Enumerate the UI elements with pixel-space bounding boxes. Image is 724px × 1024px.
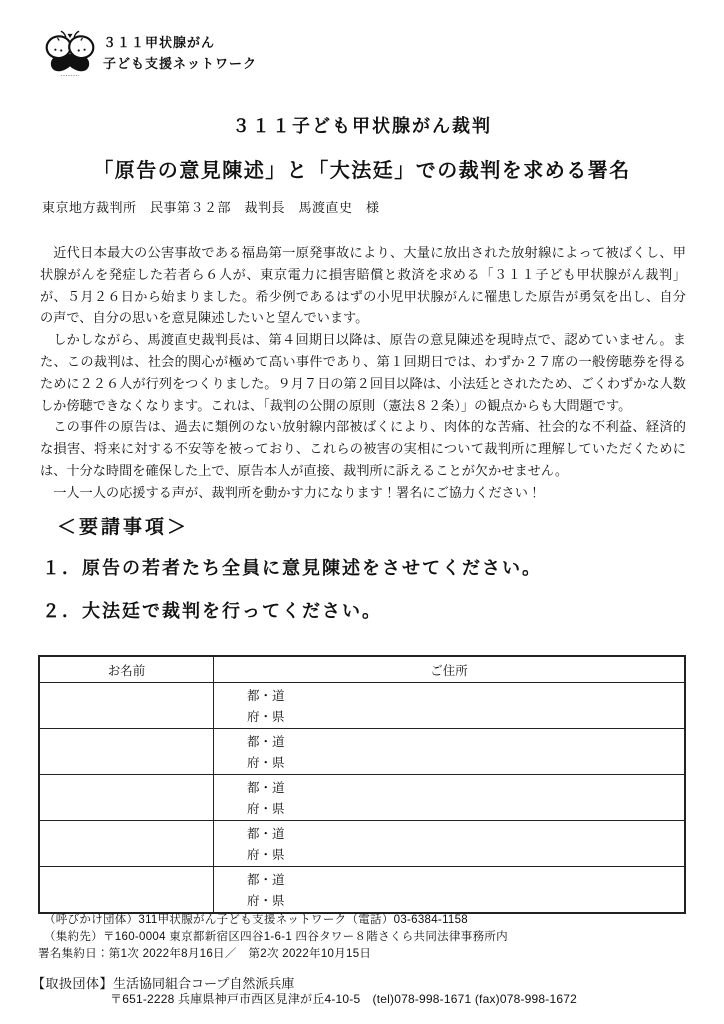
name-entry-cell [39, 775, 214, 821]
request-item-1: １．原告の若者たち全員に意見陳述をさせてください。 [42, 558, 542, 578]
column-header-address: ご住所 [214, 656, 686, 683]
prefecture-label-to-do: 都・道 [247, 689, 285, 703]
signature-row [39, 729, 685, 775]
name-entry-cell [39, 683, 214, 729]
prefecture-label-fu-ken: 府・県 [247, 894, 285, 908]
paragraph-4: 一人一人の応援する声が、裁判所を動かす力になります！署名にご協力ください！ [53, 484, 542, 500]
paragraph-2: しかしながら、馬渡直史裁判長は、第４回期日以降は、原告の意見陳述を現時点で、認めていません。また、この裁判は、社会的関心が極めて高い事件であり、第１回期日では、わずか２７席の一般傍聴券を得るために２２６人が行列をつくりました。９月７日の第２回目以降は、小法廷とされたため、ごくわずかな人数しか傍聴できなくなります。これは、「裁判の公開の原則（憲法８２条）」の観点からも大問題です。 [40, 332, 686, 413]
collection-address-line: （集約先）〒160-0004 東京都新宿区四谷1-6-1 四谷タワー８階さくら共同法律事務所内 [44, 931, 508, 943]
page-subtitle: 「原告の意見陳述」と「大法廷」での裁判を求める署名 [93, 160, 631, 182]
body-text [40, 242, 686, 504]
org-logo [45, 26, 257, 80]
signature-table [38, 655, 686, 914]
prefecture-label-to-do: 都・道 [247, 873, 285, 887]
handler-name: 生活協同組合コープ自然派兵庫 [113, 976, 295, 991]
address-entry-cell [214, 821, 686, 867]
paragraph-3: この事件の原告は、過去に類例のない放射線内部被ばくにより、肉体的な苦痛、社会的な不利益、経済的な損害、将来に対する不安等を被っており、これらの被害の実相について裁判所に理解していただくためには、十分な時間を確保した上で、原告本人が直接、裁判所に訴えることが欠かせません。 [40, 419, 686, 478]
name-entry-cell [39, 729, 214, 775]
prefecture-label-fu-ken: 府・県 [247, 756, 285, 770]
organizer-line: （呼びかけ団体）311甲状腺がん子ども支援ネットワーク（電話）03-6384-1158 [44, 914, 468, 926]
prefecture-label-fu-ken: 府・県 [247, 710, 285, 724]
column-header-name: お名前 [39, 656, 214, 683]
address-entry-cell [214, 683, 686, 729]
prefecture-label-to-do: 都・道 [247, 735, 285, 749]
deadline-line: 署名集約日：第1次 2022年8月16日／ 第2次 2022年10月15日 [38, 948, 372, 960]
paragraph-1: 近代日本最大の公害事故である福島第一原発事故により、大量に放出された放射線によって被ばくし、甲状腺がんを発症した若者ら６人が、東京電力に損害賠償と救済を求める「３１１子ども甲状腺がん裁判」が、５月２６日から始まりました。希少例であるはずの小児甲状腺がんに罹患した原告が勇気を出し、自分の声で、自分の思いを意見陳述したいと望んでいます。 [40, 245, 686, 326]
name-entry-cell [39, 867, 214, 914]
signature-row [39, 867, 685, 914]
org-name [103, 32, 257, 74]
signature-row [39, 683, 685, 729]
prefecture-label-fu-ken: 府・県 [247, 848, 285, 862]
address-entry-cell [214, 775, 686, 821]
request-heading: ＜要請事項＞ [57, 517, 190, 538]
org-name-line2: 子ども支援ネットワーク [103, 56, 258, 71]
signature-table-body [39, 683, 685, 914]
signature-row [39, 775, 685, 821]
address-entry-cell [214, 729, 686, 775]
request-item-2: ２．大法廷で裁判を行ってください。 [42, 601, 382, 621]
prefecture-label-to-do: 都・道 [247, 781, 285, 795]
addressee-line: 東京地方裁判所 民事第３２部 裁判長 馬渡直史 様 [42, 200, 380, 215]
butterfly-icon [45, 26, 95, 80]
address-entry-cell [214, 867, 686, 914]
prefecture-label-to-do: 都・道 [247, 827, 285, 841]
name-entry-cell [39, 821, 214, 867]
prefecture-label-fu-ken: 府・県 [247, 802, 285, 816]
page-title: ３１１子ども甲状腺がん裁判 [232, 116, 492, 136]
handler-label: 【取扱団体】 [32, 976, 114, 991]
handler-address: 〒651-2228 兵庫県神戸市西区見津が丘4-10-5 (tel)078-998-1671 (fax)078-998-1672 [110, 992, 577, 1006]
signature-table-header-row [39, 656, 685, 683]
org-name-line1: ３１１甲状腺がん [103, 35, 216, 50]
signature-row [39, 821, 685, 867]
